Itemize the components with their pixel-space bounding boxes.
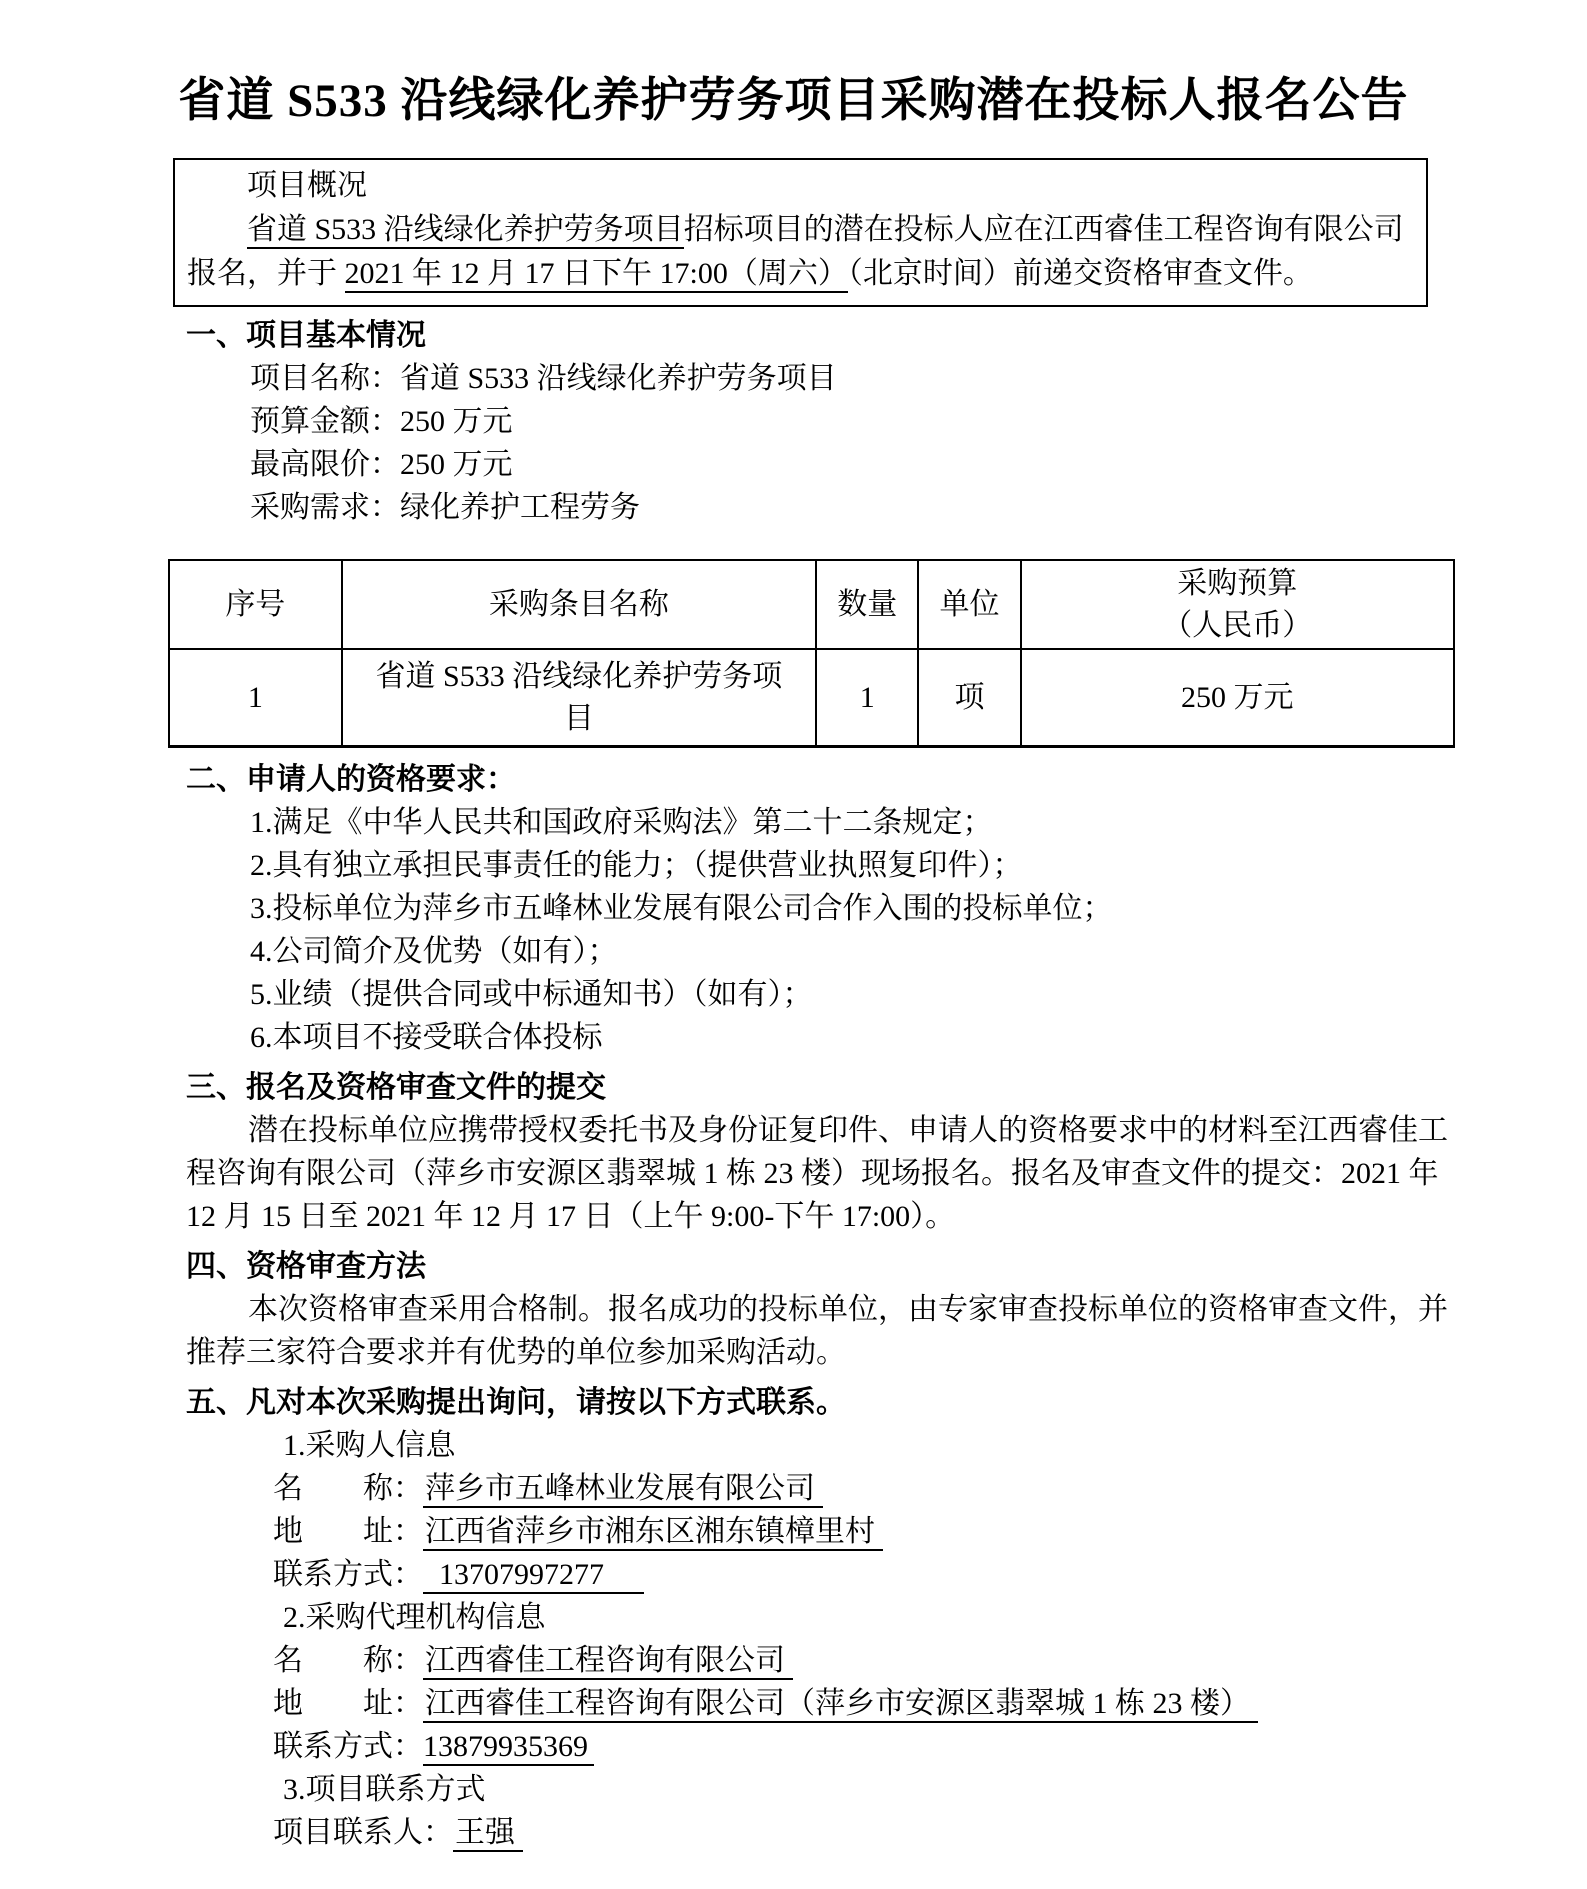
purchaser-phone-label: 联系方式： xyxy=(273,1558,423,1591)
procurement-demand-line xyxy=(186,486,1455,529)
requirement-item-3: 3.投标单位为萍乡市五峰林业发展有限公司合作入围的投标单位； xyxy=(250,892,1113,925)
agency-address-value: 江西睿佳工程咨询有限公司（萍乡市安源区翡翠城 1 栋 23 楼） xyxy=(423,1687,1258,1723)
header-budget-line2: （人民币） xyxy=(1162,608,1313,642)
project-contact-person-label: 项目联系人： xyxy=(273,1816,453,1849)
agency-info-block xyxy=(186,1596,1455,1768)
cell-name: 省道 S533 沿线绿化养护劳务项目 xyxy=(342,649,817,747)
procurement-demand-label: 采购需求： xyxy=(250,491,400,524)
procurement-demand-value: 绿化养护工程劳务 xyxy=(400,491,640,524)
max-price-line xyxy=(186,443,1455,486)
section4-heading: 四、资格审查方法 xyxy=(186,1250,426,1283)
project-name-label: 项目名称： xyxy=(250,362,400,395)
overview-deadline: 2021 年 12 月 17 日下午 17:00（周六） xyxy=(345,257,848,293)
overview-text-tail: （北京时间）前递交资格审查文件。 xyxy=(847,257,1313,290)
requirement-item-4: 4.公司简介及优势（如有）； xyxy=(250,935,618,968)
section3-paragraph: 潜在投标单位应携带授权委托书及身份证复印件、申请人的资格要求中的材料至江西睿佳工程咨询有限公司（萍乡市安源区翡翠城 1 栋 23 楼）现场报名。报名及审查文件的提交：2021 年 12 月 15 日至 2021 年 12 月 17 日（上午 9:00-下午 17:00）。 xyxy=(186,1114,1448,1233)
procurement-items-table xyxy=(168,559,1455,748)
cell-qty: 1 xyxy=(816,649,918,747)
purchaser-address-value: 江西省萍乡市湘东区湘东镇樟里村 xyxy=(423,1515,883,1551)
header-cell-name: 采购条目名称 xyxy=(342,560,817,649)
agency-name-line xyxy=(186,1639,1455,1682)
max-price-label: 最高限价： xyxy=(250,448,400,481)
agency-phone-label: 联系方式： xyxy=(273,1730,423,1763)
purchaser-name-value: 萍乡市五峰林业发展有限公司 xyxy=(423,1472,823,1508)
purchaser-phone-value: 13707997277 xyxy=(423,1558,644,1594)
purchaser-name-label: 名 称： xyxy=(273,1472,423,1505)
section1-heading: 一、项目基本情况 xyxy=(186,319,426,352)
purchaser-phone-line xyxy=(186,1553,1455,1596)
page-title: 省道 S533 沿线绿化养护劳务项目采购潜在投标人报名公告 xyxy=(178,75,1409,127)
project-contact-person-line xyxy=(186,1811,1455,1854)
cell-budget: 250 万元 xyxy=(1021,649,1454,747)
section2-heading: 二、申请人的资格要求： xyxy=(186,763,516,796)
header-cell-unit: 单位 xyxy=(918,560,1020,649)
project-overview-box xyxy=(173,158,1428,307)
overview-heading: 项目概况 xyxy=(247,169,367,202)
header-cell-no: 序号 xyxy=(169,560,342,649)
overview-text: 招标项目的潜在投标人应在江西睿佳工程咨询有限公司报名，并于 xyxy=(187,213,1404,290)
max-price-value: 250 万元 xyxy=(400,448,513,481)
cell-no: 1 xyxy=(169,649,342,747)
agency-phone-line xyxy=(186,1725,1455,1768)
agency-name-value: 江西睿佳工程咨询有限公司 xyxy=(423,1644,793,1680)
requirement-item-1: 1.满足《中华人民共和国政府采购法》第二十二条规定； xyxy=(250,806,993,839)
project-name-value: 省道 S533 沿线绿化养护劳务项目 xyxy=(400,362,837,395)
requirement-item-6: 6.本项目不接受联合体投标 xyxy=(250,1021,603,1054)
budget-amount-label: 预算金额： xyxy=(250,405,400,438)
agency-address-label: 地 址： xyxy=(273,1687,423,1720)
cell-unit: 项 xyxy=(918,649,1020,747)
purchaser-info-block xyxy=(186,1424,1455,1596)
purchaser-info-heading: 1.采购人信息 xyxy=(283,1429,456,1462)
purchaser-address-line xyxy=(186,1510,1455,1553)
project-contact-heading: 3.项目联系方式 xyxy=(283,1773,486,1806)
purchaser-name-line xyxy=(186,1467,1455,1510)
project-contact-person-value: 王强 xyxy=(453,1816,523,1852)
section4-paragraph: 本次资格审查采用合格制。报名成功的投标单位，由专家审查投标单位的资格审查文件，并推荐三家符合要求并有优势的单位参加采购活动。 xyxy=(186,1293,1448,1369)
agency-address-line xyxy=(186,1682,1455,1725)
agency-phone-value: 13879935369 xyxy=(423,1730,594,1766)
purchaser-address-label: 地 址： xyxy=(273,1515,423,1548)
header-cell-budget xyxy=(1021,560,1454,649)
project-name-line xyxy=(186,357,1455,400)
section3-heading: 三、报名及资格审查文件的提交 xyxy=(186,1071,606,1104)
requirement-item-5: 5.业绩（提供合同或中标通知书）（如有）； xyxy=(250,978,813,1011)
overview-project-name: 省道 S533 沿线绿化养护劳务项目 xyxy=(247,213,684,249)
overview-paragraph xyxy=(187,208,1416,296)
project-contact-block xyxy=(186,1768,1455,1854)
header-budget-line1: 采购预算 xyxy=(1177,566,1298,600)
header-cell-qty: 数量 xyxy=(816,560,918,649)
budget-amount-value: 250 万元 xyxy=(400,405,513,438)
table-row xyxy=(169,649,1454,747)
section5-heading: 五、凡对本次采购提出询问，请按以下方式联系。 xyxy=(186,1386,846,1419)
budget-amount-line xyxy=(186,400,1455,443)
table-header-row xyxy=(169,560,1454,649)
requirement-item-2: 2.具有独立承担民事责任的能力；（提供营业执照复印件）； xyxy=(250,849,1023,882)
agency-name-label: 名 称： xyxy=(273,1644,423,1677)
agency-info-heading: 2.采购代理机构信息 xyxy=(283,1601,546,1634)
